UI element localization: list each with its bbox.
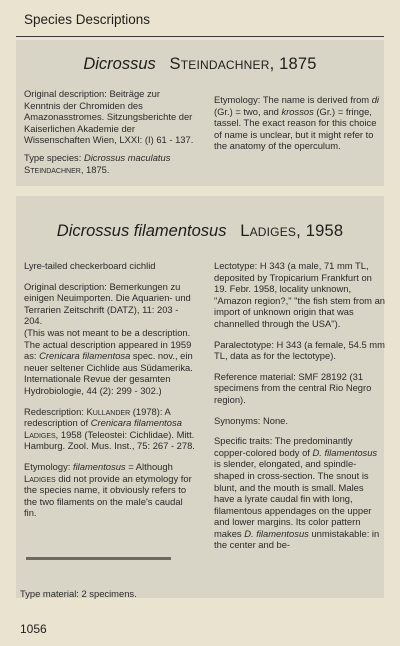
synonyms [214, 415, 386, 427]
header-rule [16, 36, 384, 37]
label: Specific traits: [214, 435, 273, 447]
species-left-column [24, 260, 196, 525]
genus-original-description [24, 88, 196, 146]
label: Type species: [24, 151, 82, 163]
common-name: Lyre-tailed checkerboard cichlid [24, 260, 156, 271]
sci-name: Crenicara filamentosa [39, 350, 131, 362]
text: unmistakable: in the center and be- [214, 527, 380, 551]
label: Original description: [24, 280, 107, 292]
divider-bar [26, 557, 171, 560]
sci-name: Crenicara filamentosa [90, 417, 182, 429]
original-description-note [24, 327, 196, 397]
genus-type-species [24, 152, 196, 175]
sci-name: D. filamentosus [312, 446, 378, 458]
label: Etymology: [214, 94, 261, 105]
species-etymology [24, 461, 196, 519]
label: Lectotype: [214, 260, 258, 271]
text: (1978): A redescription of [24, 405, 171, 429]
genus-name: Dicrossus [83, 55, 156, 73]
reference-material [214, 371, 386, 406]
text: did not provide an etymology for the species name, it obviously refers to the two filaments on the male's caudal fin. [24, 472, 192, 519]
text: H 343 (a female, 54.5 mm TL, data as for the lectotype). [214, 338, 385, 362]
text: (This was not meant to be a description. The actual description appeared in 1959 as: [24, 326, 192, 362]
text: None. [262, 414, 289, 426]
label: Synonyms: [214, 414, 261, 426]
text: The name is derived from [262, 94, 370, 105]
year: , 1875. [80, 163, 110, 175]
label: Original description: [24, 88, 107, 99]
genus-heading [16, 55, 384, 74]
species-heading [16, 222, 384, 241]
author: Steindachner [24, 163, 81, 175]
author: Kullander [86, 405, 131, 417]
species-right-column [214, 260, 386, 557]
sci-name: D. filamentosus [244, 527, 309, 539]
term: krossos [281, 105, 314, 117]
specific-traits [214, 435, 386, 551]
sci-name: Dicrossus maculatus [83, 151, 171, 163]
label: Paralectotype: [214, 338, 274, 350]
text: SMF 28192 (31 specimens from the central Rio Negro region). [214, 370, 372, 405]
label: Redescription: [24, 405, 84, 417]
label: Reference material: [214, 370, 296, 382]
text: is slender, elongated, and spindle-shaped in cross-section. The snout is blunt, and the mouth is small. Males have a lyrate caudal fin with long, filamentous appendages on the upper and lower margins. Its color pattern makes [214, 458, 372, 539]
genus-left-column [24, 88, 196, 181]
text: (Gr.) = fringe, tassel. The exact reason for this choice of name is unclear, but it might refer to the anatomy of the operculum. [214, 105, 377, 152]
text: spec. nov., ein neuer seltener Cichlide aus Südamerika. Internationale Revue der gesamten Hydrobiologie, 44 (2): 299 - 302.) [24, 350, 193, 396]
label: Etymology: [24, 460, 71, 472]
paralectotype [214, 339, 386, 362]
text: The predominantly copper-colored body of [214, 435, 353, 458]
species-original-description [24, 281, 196, 327]
text: , 1958 (Teleostei: Cichlidae). Mitt. Hamburg. Zool. Mus. Inst., 75: 267 - 278. [24, 428, 195, 452]
genus-author: Steindachner, 1875 [169, 55, 317, 73]
sci-name: filamentosus [72, 460, 126, 472]
text: = Although [128, 460, 173, 472]
term: di [371, 94, 380, 105]
type-material: Type material: 2 specimens. [20, 588, 137, 599]
species-name: Dicrossus filamentosus [56, 222, 227, 240]
author: Ladiges [24, 428, 56, 440]
species-author: Ladiges, 1958 [240, 222, 344, 240]
running-header: Species Descriptions [24, 12, 151, 27]
page-number: 1056 [20, 622, 47, 636]
genus-etymology [214, 94, 386, 152]
text: Beiträge zur Kenntnis der Chromiden des Amazonasstromes. Sitzungsberichte der Kaiserlichen Akademie der Wissenschaften Wien, LXXI: (I) 61 - 137. [24, 88, 194, 146]
lectotype [214, 260, 386, 330]
text: Bemerkungen zu einigen Neuimporten. Die Aquarien- und Terrarien Zeitschrift (DATZ), 11: 203 - 204. [24, 280, 191, 327]
text: H 343 (a male, 71 mm TL, deposited by Tropicarium Frankfurt on 19. Febr. 1958, locality unknown, "Amazon region?," "the fish stem from an import of unknown origin that was channelled through the USA"). [214, 260, 385, 329]
genus-right-column [214, 94, 386, 158]
species-section [16, 196, 384, 598]
text: (Gr.) = two, and [214, 105, 279, 117]
author: Ladiges [24, 472, 56, 484]
genus-section [16, 40, 384, 186]
redescription [24, 406, 196, 452]
